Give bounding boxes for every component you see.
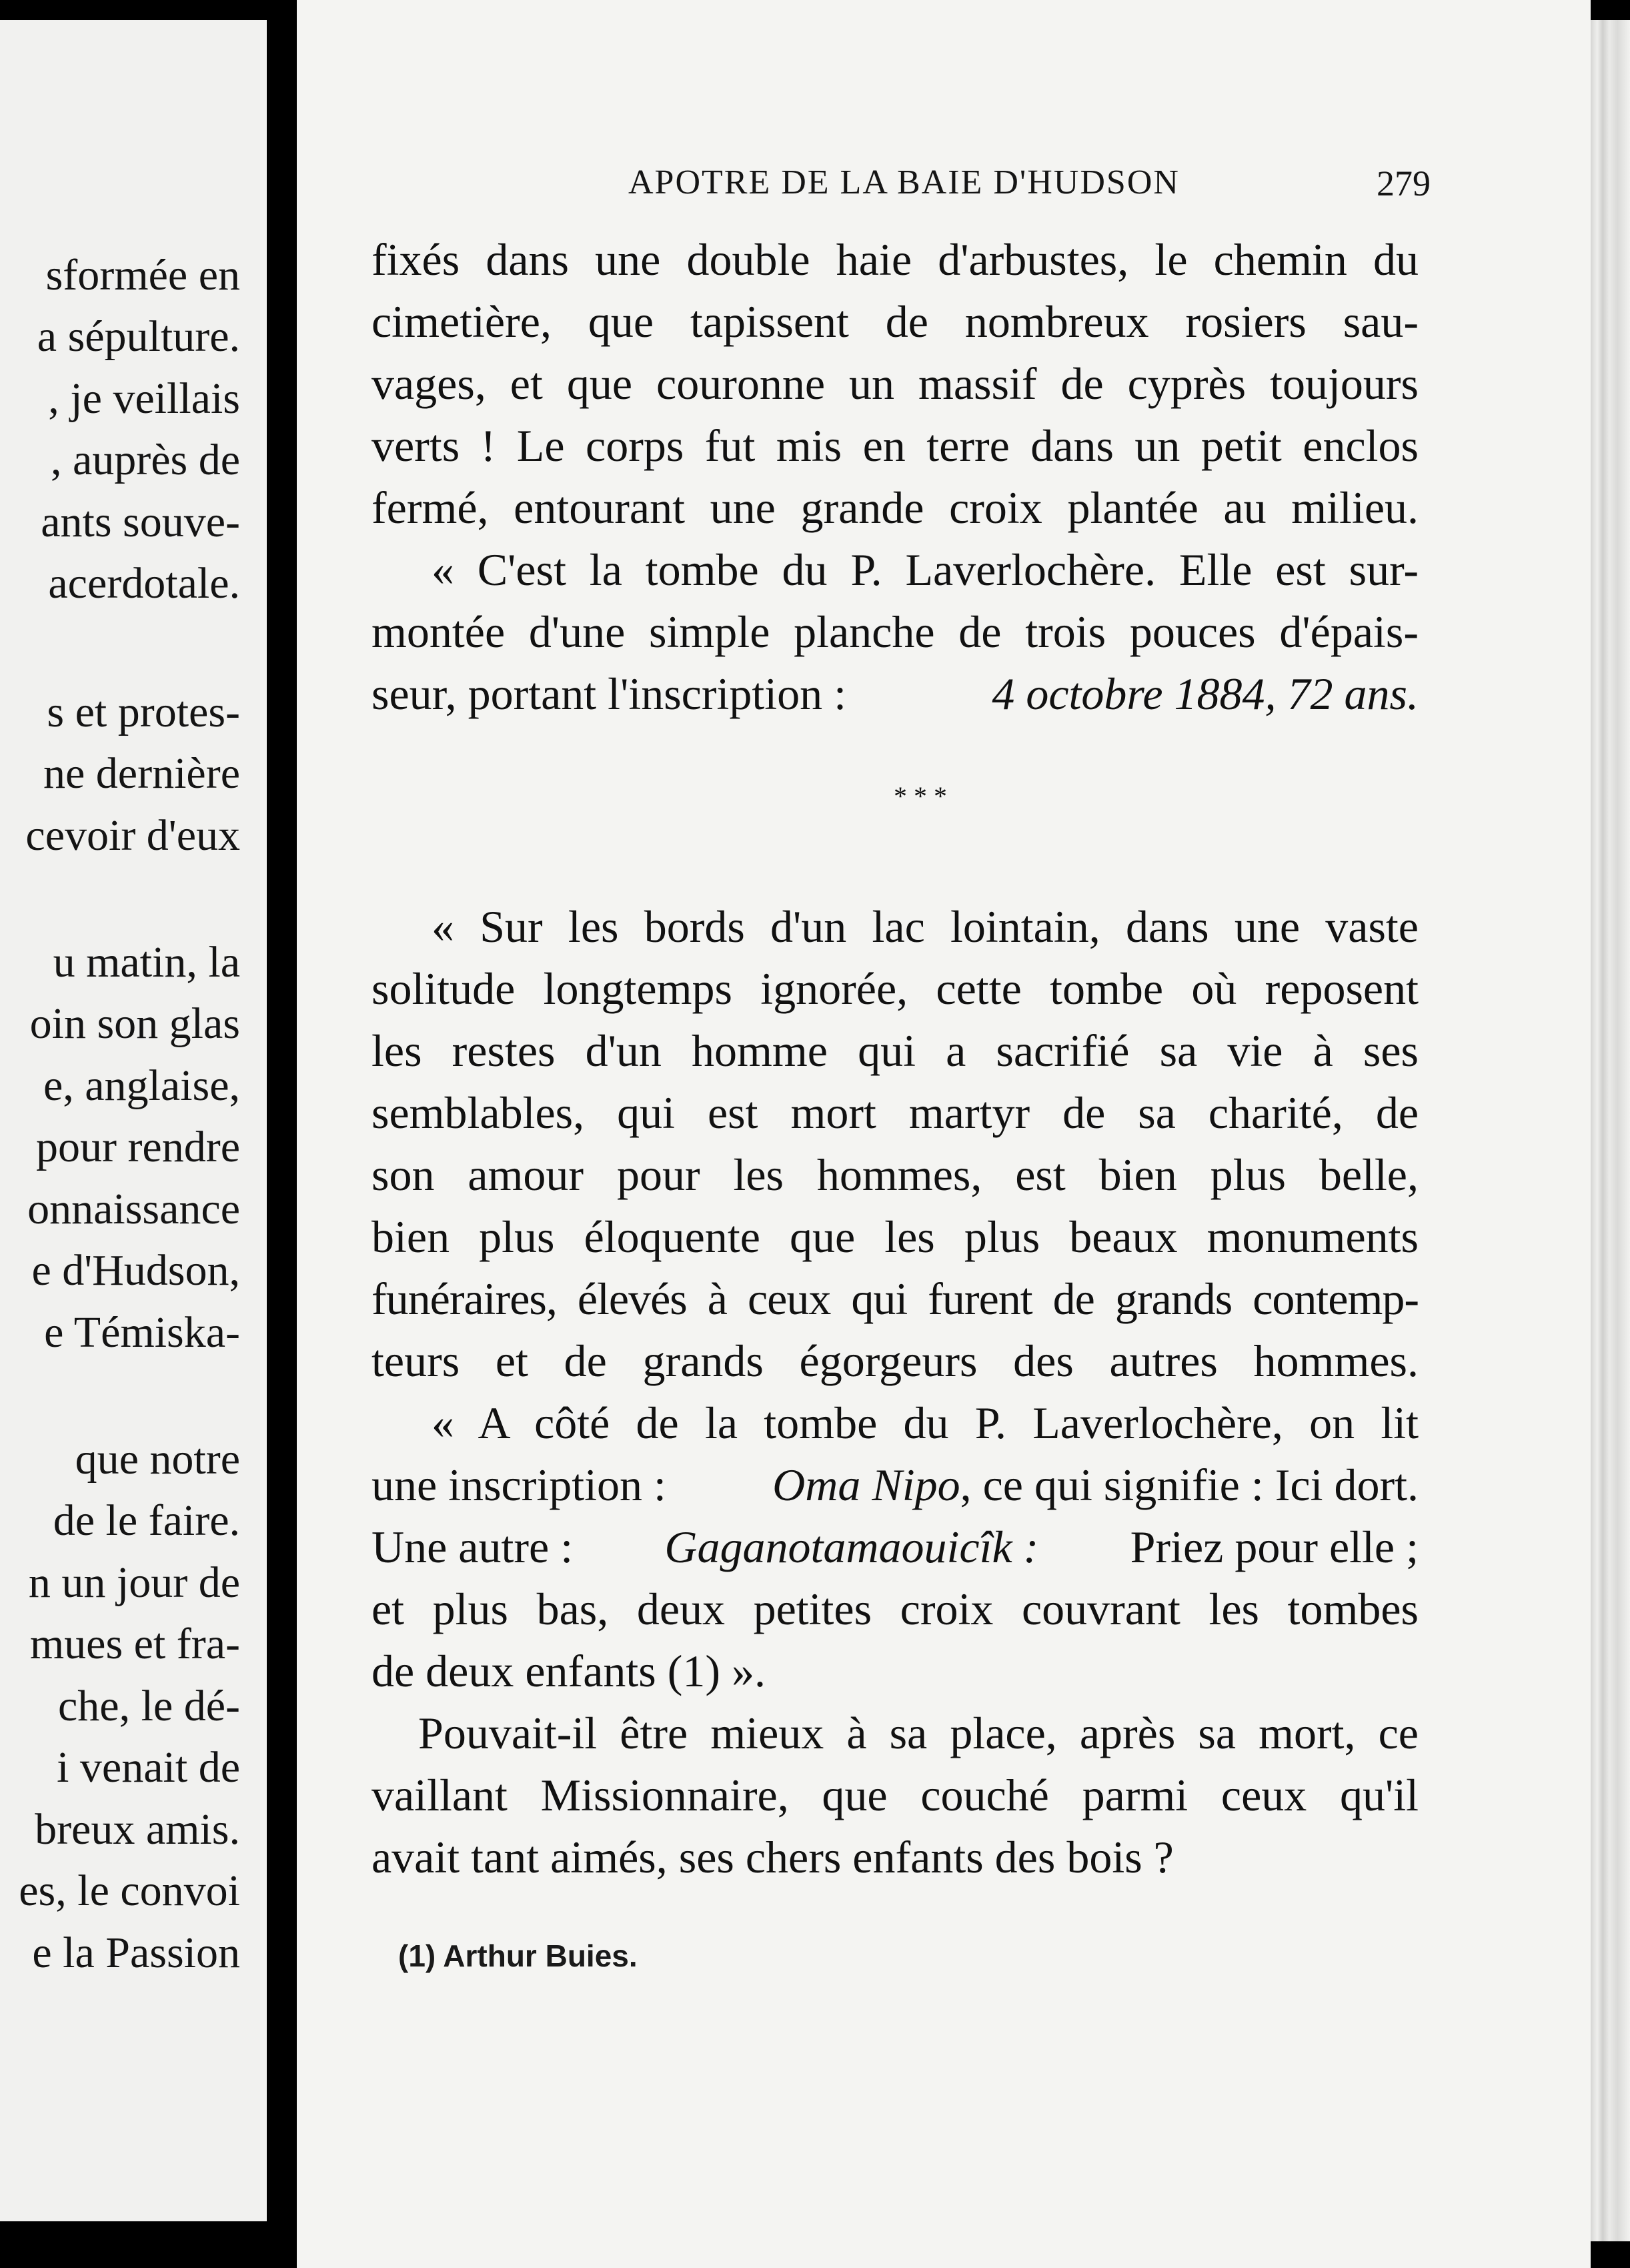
inscription-line	[371, 668, 1419, 719]
text-line: verts ! Le corps fut mis en terre dans un petit enclos	[371, 420, 1419, 471]
left-text-line: mues et fra-	[29, 1620, 240, 1668]
left-text-line: ants souve-	[41, 498, 240, 546]
text-line: teurs et de grands égorgeurs des autres hommes.	[371, 1335, 1419, 1386]
left-text-line: a sépulture.	[37, 312, 240, 361]
text-line: cimetière, que tapissent de nombreux rosiers sau-	[371, 296, 1419, 347]
footnote: (1) Arthur Buies.	[398, 1938, 638, 1973]
text-segment: une inscription :	[371, 1460, 666, 1510]
left-text-line: pour rendre	[35, 1123, 240, 1171]
left-text-line: ne dernière	[43, 749, 240, 798]
left-text-line: i venait de	[57, 1743, 240, 1792]
page-edges	[1591, 20, 1630, 2241]
text-segment: , ce qui signifie : Ici dort.	[960, 1460, 1419, 1510]
running-head-title: APOTRE DE LA BAIE D'HUDSON	[628, 163, 1180, 201]
asterism-separator: * * *	[894, 781, 947, 811]
text-line: et plus bas, deux petites croix couvrant les tombes	[371, 1584, 1419, 1634]
left-text-line: de le faire.	[53, 1496, 240, 1545]
inscription-line	[371, 1462, 1419, 1508]
text-line: montée d'une simple planche de trois pouces d'épais-	[371, 606, 1419, 657]
left-text-line: cevoir d'eux	[25, 811, 240, 860]
left-text-line: e, anglaise,	[43, 1061, 240, 1110]
text-line: « C'est la tombe du P. Laverlochère. Elle est sur-	[432, 544, 1419, 595]
page-body	[371, 0, 1419, 2268]
text-segment: Une autre :	[371, 1522, 574, 1572]
text-line: « A côté de la tombe du P. Laverlochère, on lit	[432, 1397, 1419, 1448]
text-line: son amour pour les hommes, est bien plus belle,	[371, 1149, 1419, 1200]
text-line: fermé, entourant une grande croix plantée au milieu.	[371, 482, 1419, 533]
main-page	[297, 0, 1591, 2268]
text-line: avait tant aimés, ses chers enfants des bois ?	[371, 1832, 1174, 1882]
text-line: Pouvait-il être mieux à sa place, après sa mort, ce	[418, 1708, 1419, 1758]
left-text-line: e la Passion	[32, 1928, 240, 1977]
left-text-line: e d'Hudson,	[31, 1246, 240, 1295]
text-line: fixés dans une double haie d'arbustes, le chemin du	[371, 234, 1419, 285]
left-text-line: u matin, la	[53, 938, 240, 987]
inscription-gaganotamaouicik: Gaganotamaouicîk :	[664, 1522, 1039, 1572]
left-text-line: onnaissance	[27, 1185, 240, 1233]
left-text-line: oin son glas	[29, 999, 240, 1048]
text-line: semblables, qui est mort martyr de sa charité, de	[371, 1087, 1419, 1138]
text-segment: Priez pour elle ;	[1130, 1522, 1419, 1572]
left-text-line: , je veillais	[48, 374, 240, 423]
text-line: vages, et que couronne un massif de cyprès toujours	[371, 358, 1419, 409]
inscription-date: 4 octobre 1884, 72 ans.	[992, 668, 1419, 719]
inscription-line	[371, 1524, 1419, 1570]
left-text-line: que notre	[75, 1435, 240, 1484]
left-text-line: n un jour de	[28, 1558, 240, 1607]
text-line: solitude longtemps ignorée, cette tombe où reposent	[371, 963, 1419, 1014]
left-text-line: e Témiska-	[44, 1308, 240, 1357]
text-line: vaillant Missionnaire, que couché parmi ceux qu'il	[371, 1770, 1419, 1820]
left-facing-page	[0, 20, 267, 2221]
left-text-line: s et protes-	[47, 688, 240, 736]
text-line: bien plus éloquente que les plus beaux monuments	[371, 1211, 1419, 1262]
left-text-line: acerdotale.	[48, 559, 240, 608]
left-text-line: sformée en	[45, 251, 240, 300]
left-text-line: breux amis.	[35, 1805, 240, 1854]
text-line: funéraires, élevés à ceux qui furent de grands contemp-	[371, 1273, 1419, 1324]
page-number: 279	[1377, 163, 1431, 203]
text-line: les restes d'un homme qui a sacrifié sa vie à ses	[371, 1025, 1419, 1076]
left-text-line: , auprès de	[50, 436, 240, 484]
text-segment	[772, 1462, 1419, 1508]
text-line: « Sur les bords d'un lac lointain, dans une vaste	[432, 901, 1419, 952]
inscription-oma-nipo: Oma Nipo	[772, 1460, 960, 1510]
text-segment: seur, portant l'inscription :	[371, 668, 847, 719]
text-line: de deux enfants (1) ».	[371, 1646, 766, 1696]
left-text-line: che, le dé-	[58, 1682, 240, 1730]
left-text-line: es, le convoi	[19, 1866, 240, 1915]
